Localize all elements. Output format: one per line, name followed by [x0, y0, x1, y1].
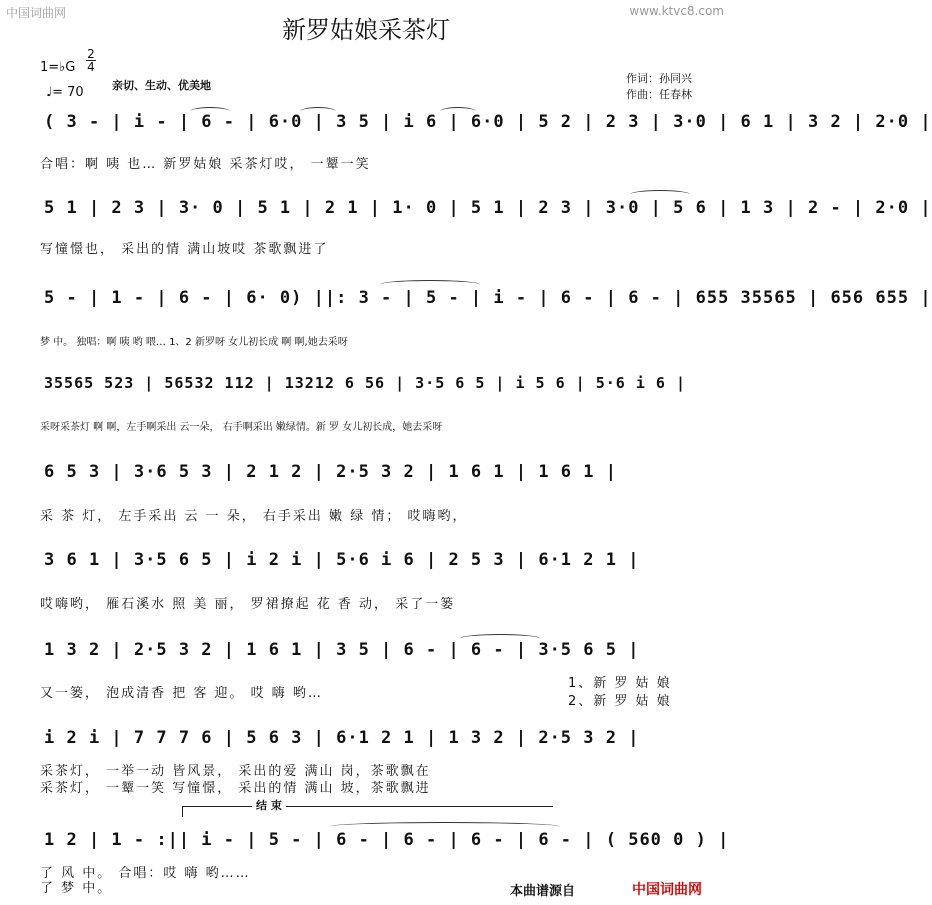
- score-row-7-notes: 1 3 2 | 2·5 3 2 | 1 6 1 | 3 5 | 6 - | 6 - | 3·5 6 5 |: [44, 640, 640, 660]
- time-top: 2: [87, 47, 95, 61]
- song-title: 新罗姑娘采茶灯: [282, 16, 450, 44]
- score-row-9-lyrics-verse1: 了 风 中。 合唱：哎 嗨 哟……: [40, 866, 251, 881]
- score-row-5-notes: 6 5 3 | 3·6 5 3 | 2 1 2 | 2·5 3 2 | 1 6 1 | 1 6 1 |: [44, 462, 617, 482]
- score-row-3-notes: 5 - | 1 - | 6 - | 6· 0) ||: 3 - | 5 - | i - | 6 - | 6 - | 655 35565 | 656 655 |: [44, 288, 932, 308]
- score-row-6-lyrics: 哎嗨哟， 雁石溪水 照 美 丽， 罗裙撩起 花 香 动， 采了一篓: [40, 597, 456, 612]
- time-bottom: 4: [87, 60, 95, 74]
- score-row-7-verse1: 1、新 罗 姑 娘: [568, 676, 672, 691]
- time-signature: [86, 48, 96, 73]
- watermark-text: 中国词曲网: [6, 6, 67, 20]
- slur-mark: [190, 107, 230, 116]
- score-row-8-lyrics-verse1: 采茶灯， 一举一动 皆风景， 采出的爱 满山 岗，茶歌飘在: [40, 764, 431, 779]
- slur-mark: [630, 190, 690, 199]
- slur-mark: [380, 280, 480, 289]
- ending-bracket: [182, 806, 553, 817]
- score-row-9-notes: 1 2 | 1 - :|| i - | 5 - | 6 - | 6 - | 6 - | 6 - | ( 560 0 ) |: [44, 830, 730, 850]
- score-row-7-lyrics: 又一篓， 泡成清香 把 客 迎。 哎 嗨 哟…: [40, 686, 323, 701]
- score-row-4-notes: 35565 523 | 56532 112 | 13212 6 56 | 3·5 6 5 | i 5 6 | 5·6 i 6 |: [44, 374, 686, 392]
- score-row-7-verse2: 2、新 罗 姑 娘: [568, 694, 672, 709]
- expression-mark: 亲切、生动、优美地: [112, 79, 211, 92]
- score-row-1-notes: ( 3 - | i - | 6 - | 6·0 | 3 5 | i 6 | 6·0 | 5 2 | 2 3 | 3·0 | 6 1 | 3 2 | 2·0 |: [44, 112, 932, 132]
- site-url: www.ktvc8.com: [629, 4, 724, 18]
- score-row-3-lyrics: 梦 中。 独唱：啊 咦 哟 喂… 1、2 新罗呀 女儿初长成 啊 啊,她去采呀: [40, 337, 348, 348]
- score-row-4-lyrics: 采呀采茶灯 啊 啊，左手啊采出 云一朵， 右手啊采出 嫩绿情。新 罗 女儿初长成，她去采呀: [40, 422, 443, 433]
- slur-mark: [330, 822, 560, 831]
- score-row-2-notes: 5 1 | 2 3 | 3· 0 | 5 1 | 2 1 | 1· 0 | 5 1 | 2 3 | 3·0 | 5 6 | 1 3 | 2 - | 2·0 |: [44, 198, 932, 218]
- ending-label: 结 束: [252, 797, 286, 813]
- slur-mark: [460, 634, 540, 643]
- slur-mark: [300, 107, 336, 116]
- source-note: 本曲谱源自: [510, 884, 576, 899]
- score-row-5-lyrics: 采 茶 灯， 左手采出 云 一 朵， 右手采出 嫩 绿 情； 哎嗨哟，: [40, 509, 468, 524]
- score-row-9-lyrics-verse2: 了 梦 中。: [40, 881, 113, 896]
- score-row-1-lyrics: 合唱：啊 咦 也… 新罗姑娘 采茶灯哎， 一颦一笑: [40, 157, 371, 172]
- lyricist-credit: 作词：孙同兴: [626, 72, 692, 85]
- slur-mark: [440, 107, 476, 116]
- score-row-2-lyrics: 写憧憬也， 采出的情 满山坡哎 茶歌飘进了: [40, 242, 329, 257]
- composer-credit: 作曲：任春林: [626, 88, 692, 101]
- footer-logo[interactable]: 中国词曲网: [632, 882, 702, 898]
- score-row-8-lyrics-verse2: 采茶灯， 一颦一笑 写憧憬， 采出的情 满山 坡，茶歌飘进: [40, 781, 431, 796]
- key-signature: 1=♭G: [40, 60, 76, 75]
- tempo-mark: ♩= 70: [46, 85, 84, 100]
- score-row-8-notes: i 2 i | 7 7 7 6 | 5 6 3 | 6·1 2 1 | 1 3 2 | 2·5 3 2 |: [44, 728, 640, 748]
- score-row-6-notes: 3 6 1 | 3·5 6 5 | i 2 i | 5·6 i 6 | 2 5 3 | 6·1 2 1 |: [44, 550, 640, 570]
